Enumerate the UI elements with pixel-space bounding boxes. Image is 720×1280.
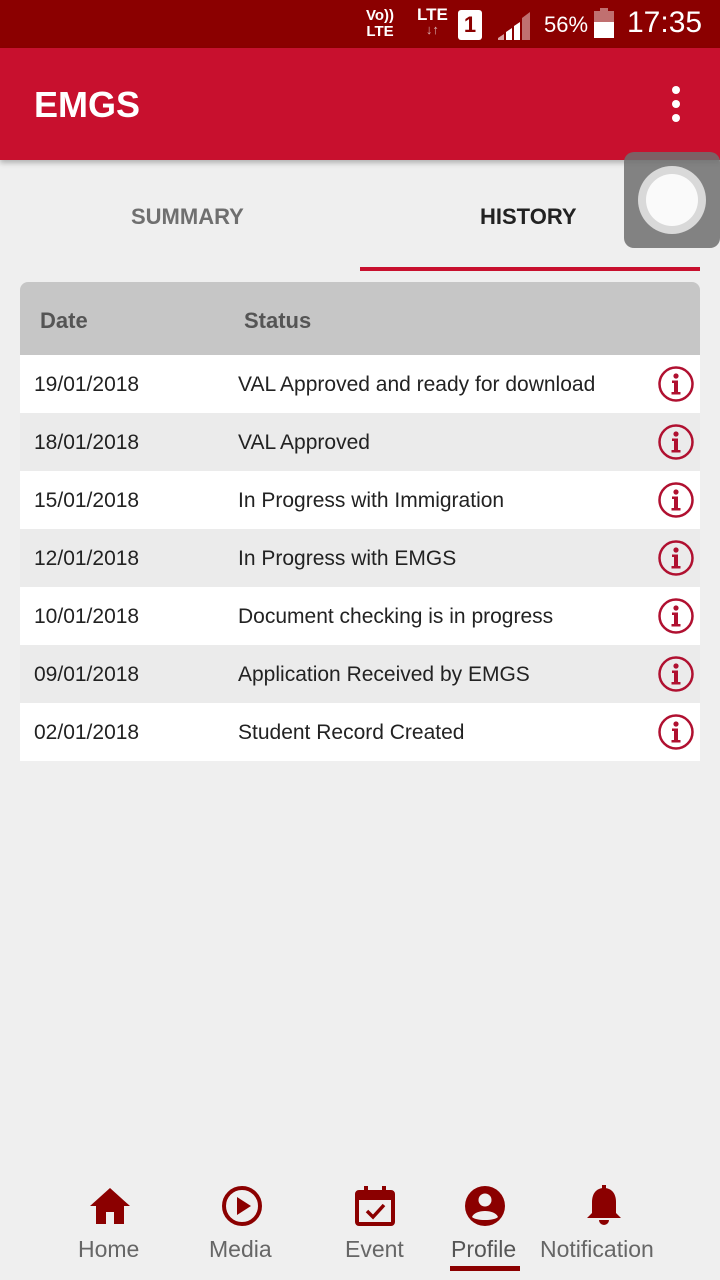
info-icon[interactable] bbox=[658, 540, 694, 576]
sim-slot-icon: 1 bbox=[458, 10, 482, 40]
account-circle-icon bbox=[463, 1184, 507, 1228]
bell-icon bbox=[582, 1184, 626, 1228]
table-row bbox=[20, 471, 700, 529]
row-status: In Progress with Immigration bbox=[238, 489, 505, 512]
volte-label: Vo)) bbox=[366, 7, 395, 24]
nav-active-indicator bbox=[450, 1266, 520, 1271]
tab-summary[interactable]: SUMMARY bbox=[131, 204, 244, 229]
nav-profile-label: Profile bbox=[451, 1236, 517, 1262]
info-icon[interactable] bbox=[658, 424, 694, 460]
row-date: 15/01/2018 bbox=[34, 489, 140, 512]
more-vert-icon[interactable] bbox=[660, 84, 692, 124]
table-row bbox=[20, 645, 700, 703]
nav-profile[interactable] bbox=[445, 1170, 525, 1280]
nav-notification[interactable] bbox=[538, 1170, 670, 1280]
nav-notification-label: Notification bbox=[540, 1236, 654, 1262]
home-icon bbox=[88, 1184, 132, 1228]
tab-bar bbox=[0, 160, 720, 272]
tab-history[interactable]: HISTORY bbox=[480, 204, 577, 229]
info-icon[interactable] bbox=[658, 598, 694, 634]
row-status: In Progress with EMGS bbox=[238, 547, 457, 570]
row-status: Student Record Created bbox=[238, 721, 465, 744]
lte-label: LTE bbox=[417, 5, 448, 24]
nav-event-label: Event bbox=[345, 1236, 404, 1262]
data-arrows-icon: ↓↑ bbox=[425, 22, 439, 37]
battery-icon bbox=[594, 8, 614, 38]
clock: 17:35 bbox=[627, 6, 703, 39]
app-bar bbox=[0, 48, 720, 160]
nav-home-label: Home bbox=[78, 1236, 140, 1262]
row-status: VAL Approved and ready for download bbox=[238, 373, 596, 396]
lte-indicator bbox=[417, 6, 448, 36]
row-status: Application Received by EMGS bbox=[238, 663, 530, 686]
column-header-status: Status bbox=[244, 308, 312, 333]
play-circle-icon bbox=[220, 1184, 264, 1228]
nav-media-label: Media bbox=[209, 1236, 272, 1262]
table-row bbox=[20, 355, 700, 413]
info-icon[interactable] bbox=[658, 714, 694, 750]
row-date: 18/01/2018 bbox=[34, 431, 140, 454]
row-status: Document checking is in progress bbox=[238, 605, 554, 628]
signal-strength-icon bbox=[496, 10, 532, 40]
nav-event[interactable] bbox=[335, 1170, 415, 1280]
row-date: 19/01/2018 bbox=[34, 373, 140, 396]
table-row bbox=[20, 413, 700, 471]
info-icon[interactable] bbox=[658, 656, 694, 692]
history-table bbox=[20, 282, 700, 761]
battery-percentage: 56% bbox=[544, 12, 589, 37]
status-bar bbox=[0, 0, 720, 48]
assistive-touch-button[interactable] bbox=[624, 152, 720, 248]
row-date: 12/01/2018 bbox=[34, 547, 140, 570]
row-status: VAL Approved bbox=[238, 431, 370, 454]
table-header bbox=[20, 282, 700, 355]
column-header-date: Date bbox=[40, 308, 88, 333]
calendar-check-icon bbox=[353, 1184, 397, 1228]
row-date: 02/01/2018 bbox=[34, 721, 140, 744]
table-row bbox=[20, 529, 700, 587]
nav-media[interactable] bbox=[200, 1170, 284, 1280]
table-row bbox=[20, 587, 700, 645]
tab-selected-indicator bbox=[360, 267, 700, 271]
row-date: 09/01/2018 bbox=[34, 663, 140, 686]
app-title: EMGS bbox=[34, 84, 141, 125]
info-icon[interactable] bbox=[658, 366, 694, 402]
row-date: 10/01/2018 bbox=[34, 605, 140, 628]
volte-lte-label: LTE bbox=[366, 23, 394, 40]
nav-home[interactable] bbox=[70, 1170, 150, 1280]
bottom-navigation bbox=[0, 1170, 720, 1280]
assistive-touch-dot bbox=[646, 174, 698, 226]
table-row bbox=[20, 703, 700, 761]
volte-indicator bbox=[366, 8, 394, 40]
info-icon[interactable] bbox=[658, 482, 694, 518]
